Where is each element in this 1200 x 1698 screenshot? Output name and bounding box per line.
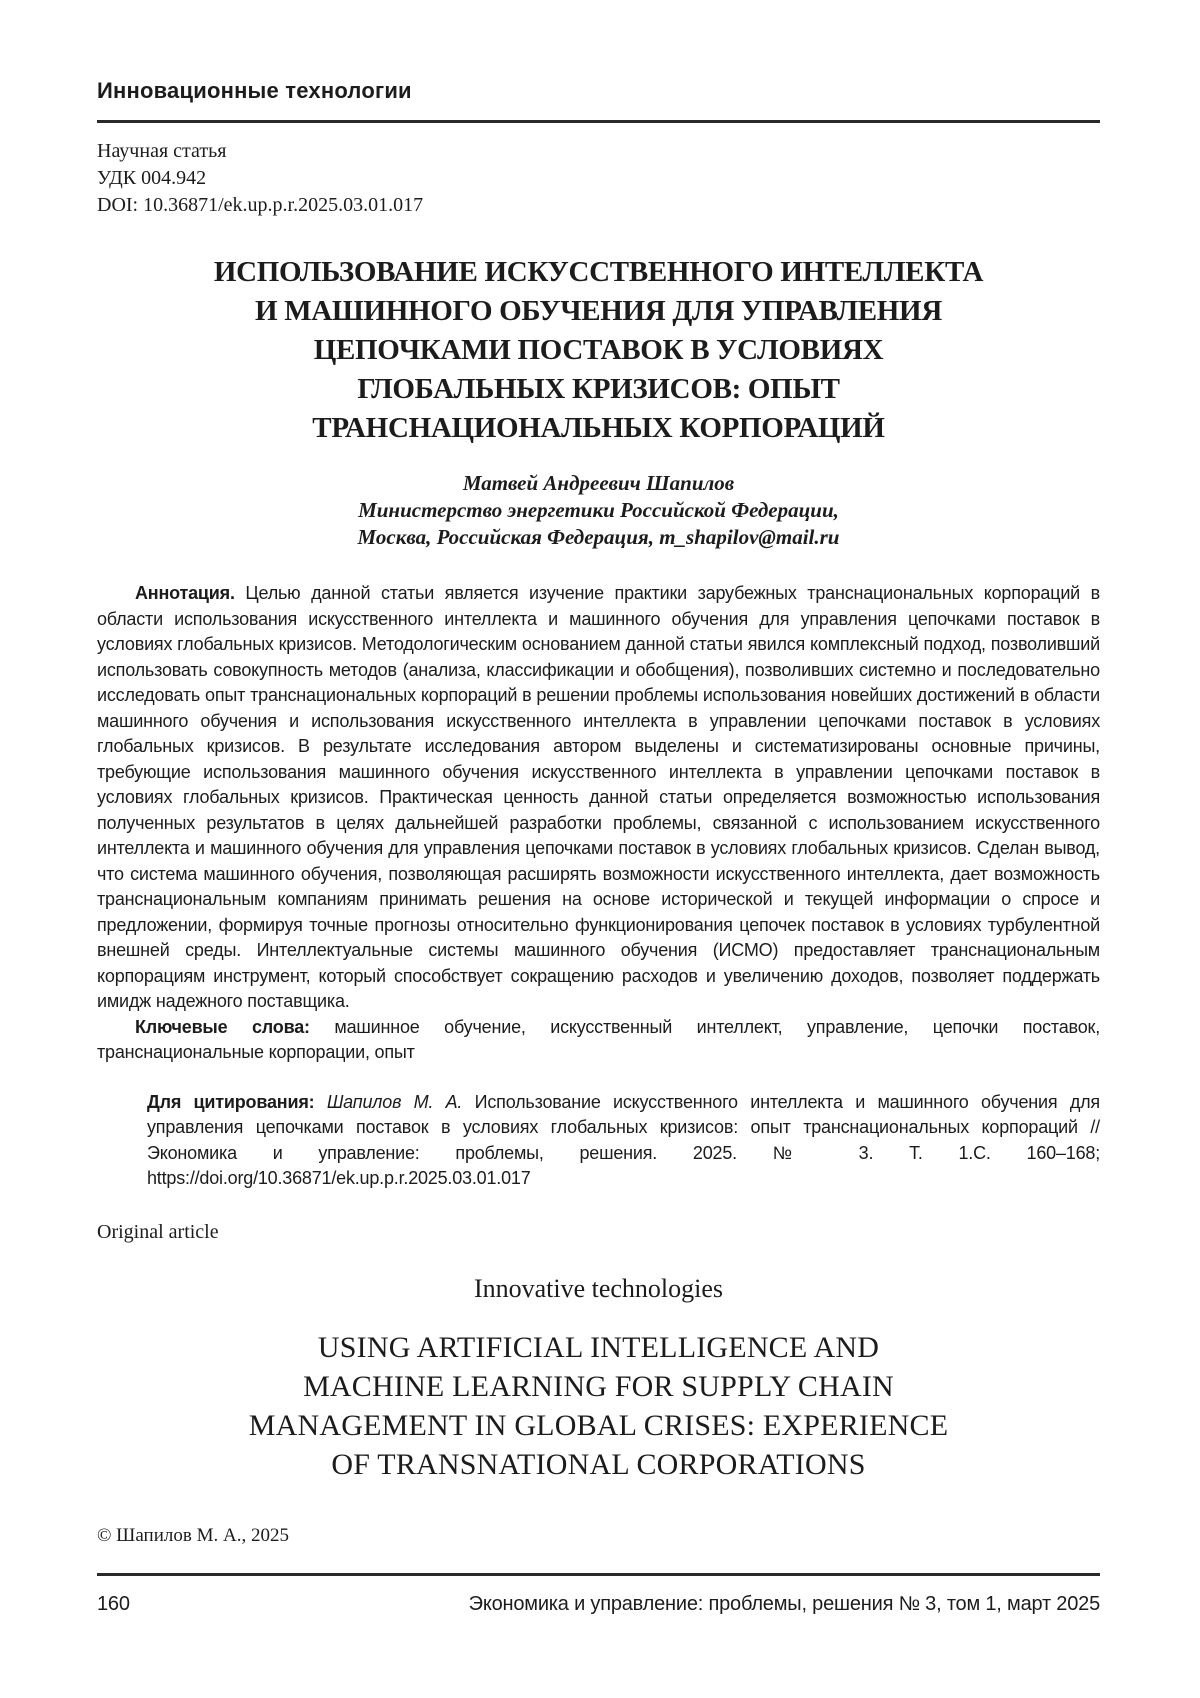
journal-footer: Экономика и управление: проблемы, решения № 3, том 1, март 2025 xyxy=(468,1593,1100,1615)
copyright-line: © Шапилов М. А., 2025 xyxy=(97,1525,289,1546)
abstract-text: Целью данной статьи является изучение практики зарубежных транснациональных корпораций в области использования искусственного интеллекта и машинного обучения для управления цепочками поставок в условиях глобальных кризисов. Методологическим основанием данной статьи явился комплексный подход, позволивший использовать совокупность методов (анализа, классификации и обобщения), позволивших системно и последовательно исследовать опыт транснациональных корпораций в решении проблемы использования новейших достижений в области машинного обучения и использования искусственного интеллекта в управлении цепочками поставок в условиях глобальных кризисов. В результате исследования автором выделены и систематизированы основные причины, требующие использования машинного обучения искусственного интеллекта в управлении цепочками поставок в условиях глобальных кризисов. Практическая ценность данной статьи определяется возможностью использования полученных результатов в целях дальнейшей разработки проблемы, связанной с использованием искусственного интеллекта и машинного обучения для управления цепочками поставок в условиях глобальных кризисов. Сделан вывод, что система машинного обучения, позволяющая расширять возможности искусственного интеллекта, дает возможность транснациональным компаниям принимать решения на основе исторической и текущей информации о спросе и предложении, формируя точные прогнозы относительно функционирования цепочек поставок в условиях турбулентной внешней среды. Интеллектуальные системы машинного обучения (ИСМО) предоставляет транснациональным корпорациям инструмент, который способствует сокращению расходов и увеличению доходов, позволяет поддержать имидж надежного поставщика. xyxy=(97,583,1100,1011)
page-footer xyxy=(97,1591,1100,1617)
title-en-line: USING ARTIFICIAL INTELLIGENCE AND xyxy=(317,1330,880,1364)
keywords-text: машинное обучение, искусственный интеллект, управление, цепочки поставок, транснациональные корпорации, опыт xyxy=(97,1016,1100,1062)
citation-author: Шапилов М. А. xyxy=(326,1091,463,1112)
udk-number: УДК 004.942 xyxy=(97,167,207,189)
author-block xyxy=(97,470,1100,551)
author-affiliation: Министерство энергетики Российской Федерации, xyxy=(358,498,839,522)
author-location-email: Москва, Российская Федерация, m_shapilov@mail.ru xyxy=(357,525,840,549)
title-en-line: MANAGEMENT IN GLOBAL CRISES: EXPERIENCE xyxy=(248,1408,949,1442)
article-title-en xyxy=(97,1328,1100,1484)
citation-label: Для цитирования: xyxy=(147,1091,315,1112)
title-en-line: MACHINE LEARNING FOR SUPPLY CHAIN xyxy=(303,1369,894,1403)
keywords-label: Ключевые слова: xyxy=(135,1016,310,1037)
article-type: Научная статья xyxy=(97,140,227,162)
title-ru-line: ЦЕПОЧКАМИ ПОСТАВОК В УСЛОВИЯХ xyxy=(313,334,884,366)
title-ru-line: И МАШИННОГО ОБУЧЕНИЯ ДЛЯ УПРАВЛЕНИЯ xyxy=(255,295,942,327)
original-article-label: Original article xyxy=(97,1220,219,1243)
title-ru-line: ИСПОЛЬЗОВАНИЕ ИСКУССТВЕННОГО ИНТЕЛЛЕКТА xyxy=(213,256,984,288)
doi-line: DOI: 10.36871/ek.up.p.r.2025.03.01.017 xyxy=(97,194,424,216)
title-en-line: OF TRANSNATIONAL CORPORATIONS xyxy=(331,1447,866,1481)
title-ru-line: ГЛОБАЛЬНЫХ КРИЗИСОВ: ОПЫТ xyxy=(357,373,840,405)
title-ru-line: ТРАНСНАЦИОНАЛЬНЫХ КОРПОРАЦИЙ xyxy=(312,412,885,444)
article-meta xyxy=(97,138,1100,219)
article-title-ru xyxy=(97,253,1100,448)
header-rule xyxy=(97,120,1100,123)
page-number: 160 xyxy=(97,1593,130,1615)
abstract-label: Аннотация. xyxy=(135,583,235,603)
section-heading-en: Innovative technologies xyxy=(473,1273,724,1303)
keywords-paragraph xyxy=(97,1015,1100,1066)
author-name: Матвей Андреевич Шапилов xyxy=(462,471,735,495)
section-heading-ru: Инновационные технологии xyxy=(97,78,412,103)
citation-text: Использование искусственного интеллекта и машинного обучения для управления цепочками поставок в условиях глобальных кризисов: опыт транснациональных корпораций // Экономика и управление: проблемы, решения. 2025. № 3. Т. 1.С. 160–168; https://doi.org/10.36871/ek.up.p.r.2025.03.01.017 xyxy=(147,1091,1100,1188)
abstract-paragraph xyxy=(97,581,1100,1015)
footer-rule xyxy=(97,1573,1100,1576)
citation-paragraph xyxy=(147,1090,1100,1192)
